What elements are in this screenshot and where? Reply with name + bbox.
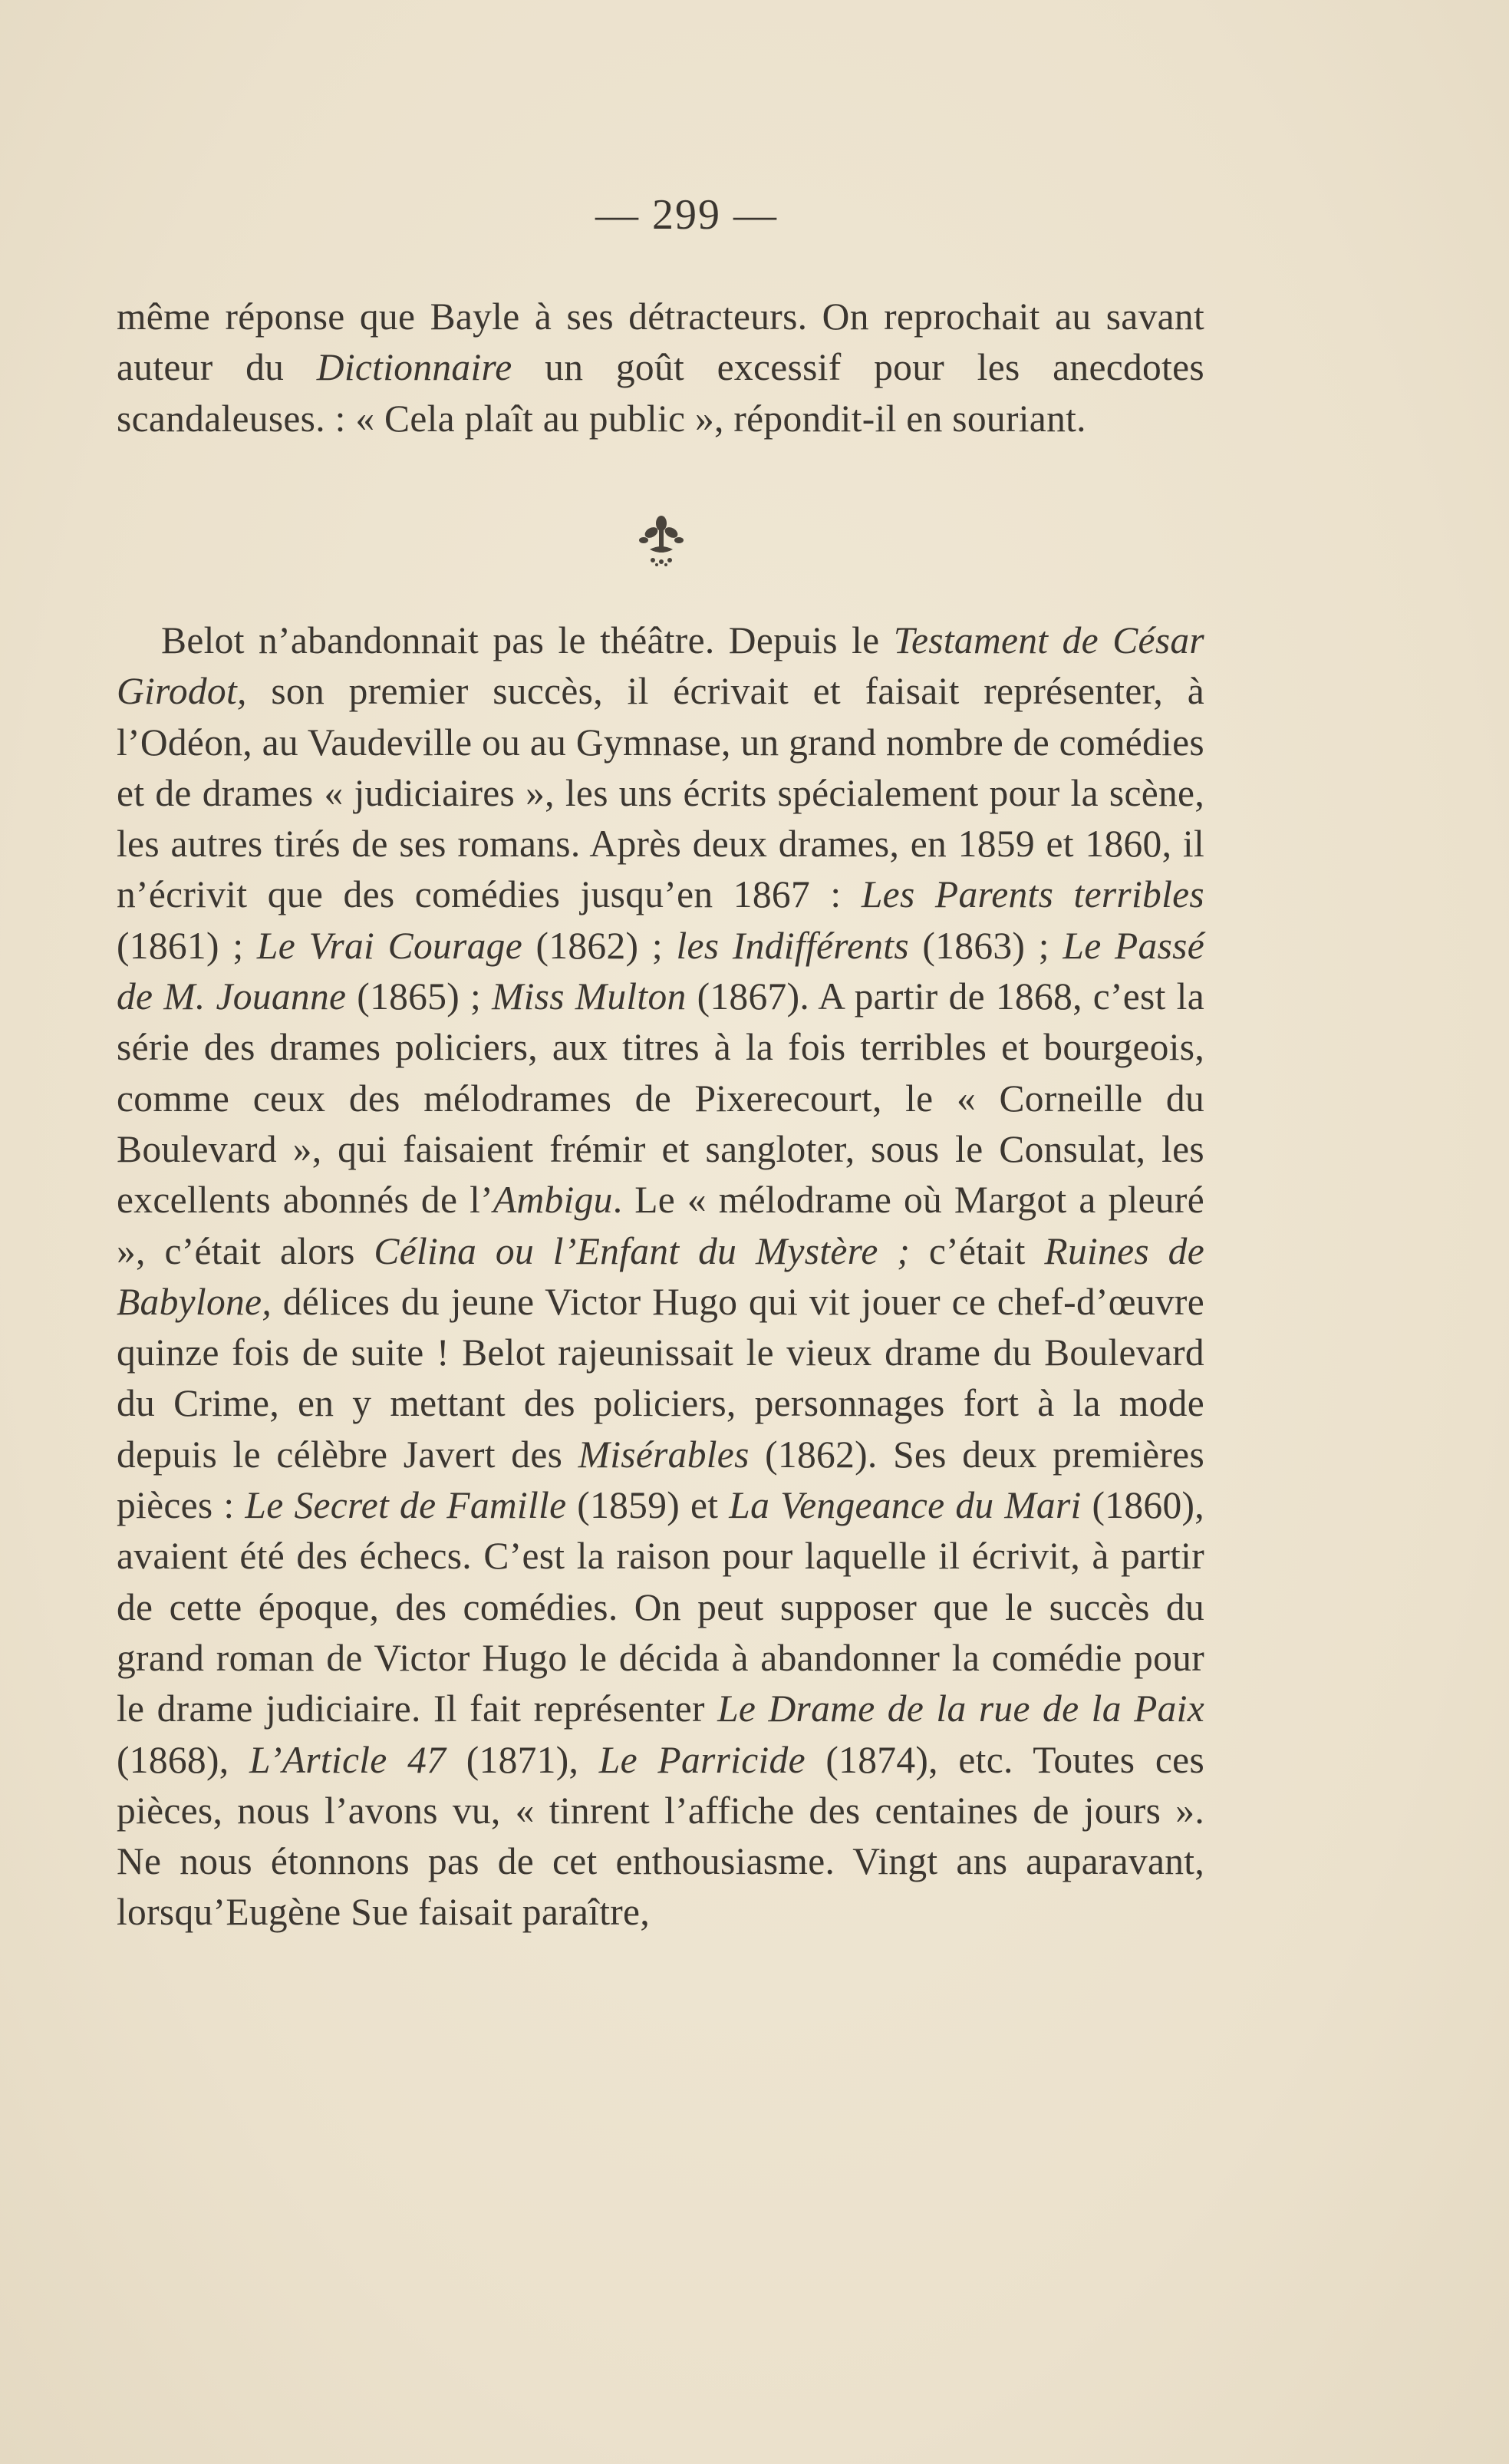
text-run: c’était bbox=[910, 1229, 1045, 1272]
italic-title: Le Secret de Famille bbox=[245, 1484, 567, 1527]
text-run: (1862). Ses deux premières pièces : bbox=[117, 1433, 1205, 1527]
text-run: un goût excessif pour les anecdotes scandaleuses. : « Cela plaît au public », répondit-il en souriant. bbox=[117, 346, 1204, 440]
italic-title: Misérables bbox=[578, 1433, 750, 1476]
italic-title: Testament de César Girodot, bbox=[117, 619, 1204, 713]
italic-title: Le Parricide bbox=[598, 1738, 806, 1781]
italic-title: Miss Multon bbox=[492, 975, 687, 1018]
paragraph-2 bbox=[117, 615, 1204, 1938]
text-run: (1865) ; bbox=[346, 975, 493, 1018]
text-run: (1867). A partir de 1868, c’est la série des drames policiers, aux titres à la fois terribles et bourgeois, comme ceux des mélodrames de Pixerecourt, le « Corneille du Boulevard », qui faisaient frémir et sangloter, sous le Consulat, les excellents abonnés de l’ bbox=[117, 975, 1204, 1222]
text-run: son premier succès, il écrivait et faisait représenter, à l’Odéon, au Vaudeville ou au Gymnase, un grand nombre de comédies et de drames « judiciaires », les uns écrits spécialement pour la scène, les autres tirés de ses romans. Après deux drames, en 1859 et 1860, il n’écrivit que des comédies jusqu’en 1867 : bbox=[117, 670, 1204, 916]
text-run: (1871), bbox=[446, 1738, 599, 1781]
text-run: même réponse que Bayle à ses détracteurs. On reprochait au savant auteur du bbox=[117, 295, 1204, 389]
italic-title: Ambigu bbox=[493, 1179, 613, 1222]
italic-title: L’Article 47 bbox=[249, 1738, 446, 1781]
italic-title: Célina ou l’Enfant du Mystère ; bbox=[374, 1229, 911, 1272]
text-run: (1861) ; bbox=[117, 924, 257, 967]
text-run: délices du jeune Victor Hugo qui vit jouer ce chef-d’œuvre quinze fois de suite ! Belot rajeunissait le vieux drame du Boulevard du Crime, en y mettant des policiers, personnages fort à la mode depuis le célèbre Javert des bbox=[117, 1280, 1204, 1476]
italic-title: Le Drame de la rue de la Paix bbox=[717, 1687, 1204, 1730]
italic-title: les Indifférents bbox=[676, 924, 909, 967]
fleuron-ornament-icon bbox=[633, 513, 690, 569]
italic-title: Le Vrai Courage bbox=[256, 924, 522, 967]
text-run: . Le « mélodrame où Margot a pleuré », c’était alors bbox=[117, 1179, 1204, 1272]
italic-title: Ruines de Babylone, bbox=[117, 1229, 1204, 1323]
paragraph-1 bbox=[117, 292, 1204, 444]
text-run: (1868), bbox=[117, 1738, 249, 1781]
text-run: (1862) ; bbox=[522, 924, 677, 967]
text-run: Belot n’abandonnait pas le théâtre. Depuis le bbox=[161, 619, 894, 661]
italic-title: Les Parents terribles bbox=[861, 873, 1204, 916]
italic-title: Dictionnaire bbox=[316, 346, 512, 389]
text-run: (1860), avaient été des échecs. C’est la raison pour laquelle il écrivit, à partir de cette époque, des comédies. On peut supposer que le succès du grand roman de Victor Hugo le décida à abandonner la comédie pour le drame judiciaire. Il fait représenter bbox=[117, 1484, 1204, 1730]
text-run: (1863) ; bbox=[908, 924, 1063, 967]
italic-title: Le Passé de M. Jouanne bbox=[117, 924, 1204, 1018]
page-number: — 299 — bbox=[595, 191, 778, 239]
text-run: (1874), etc. Toutes ces pièces, nous l’avons vu, « tinrent l’affiche des centaines de jours ». Ne nous étonnons pas de cet enthousiasme. Vingt ans auparavant, lorsqu’Eugène Sue faisait paraître, bbox=[117, 1738, 1205, 1934]
italic-title: La Vengeance du Mari bbox=[729, 1484, 1082, 1527]
text-run: (1859) et bbox=[566, 1484, 730, 1527]
